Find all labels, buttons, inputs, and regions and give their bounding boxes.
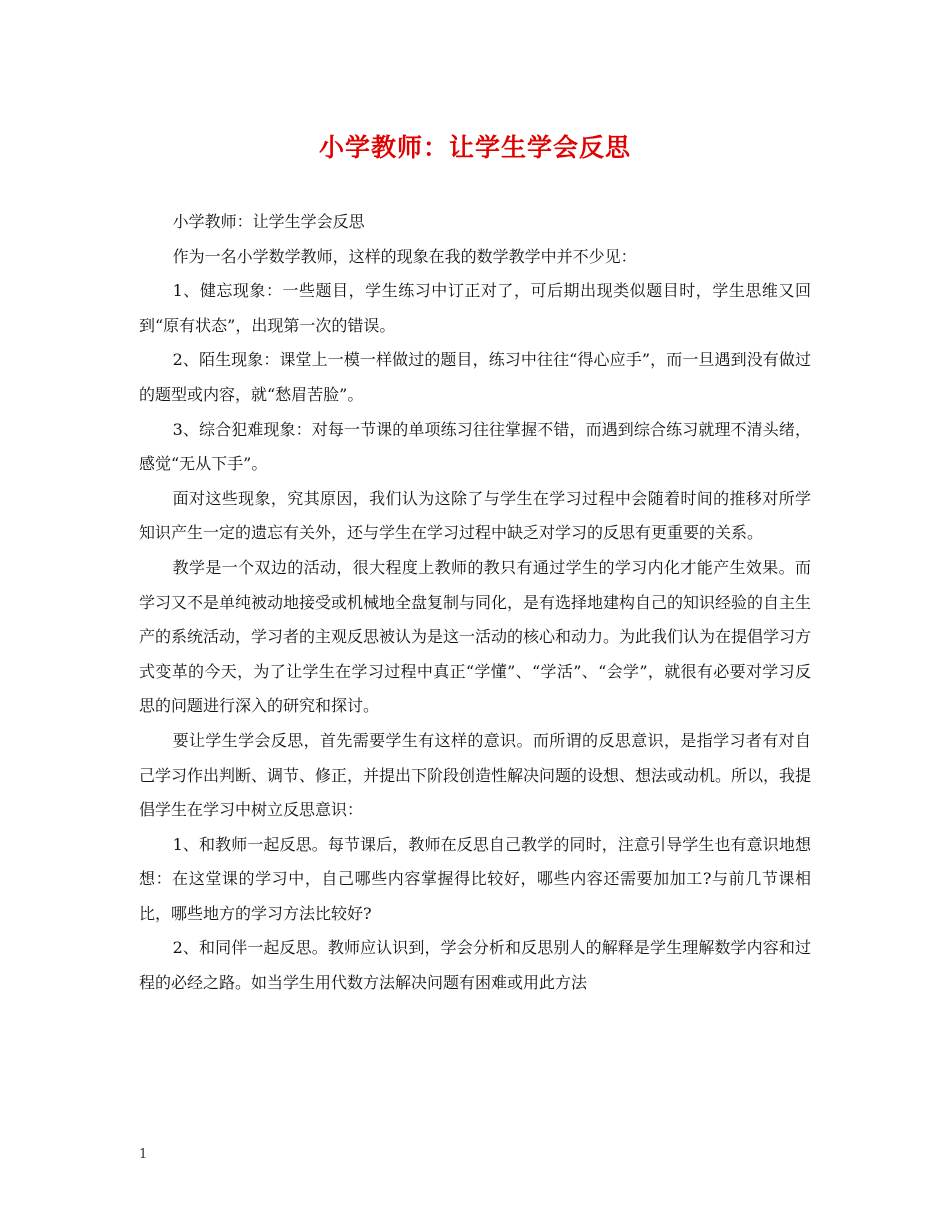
- document-title: 小学教师：让学生学会反思: [318, 133, 631, 162]
- paragraph-unfamiliar: 2、陌生现象：课堂上一模一样做过的题目，练习中往往“得心应手”，而一旦遇到没有做过的题型或内容，就“愁眉苦脸”。: [139, 350, 811, 404]
- paragraph-forgetting: 1、健忘现象：一些题目，学生练习中订正对了，可后期出现类似题目时，学生思维又回到“原有状态”，出现第一次的错误。: [139, 281, 811, 335]
- document-body: [139, 205, 811, 1001]
- paragraph-intro: 作为一名小学数学教师，这样的现象在我的数学教学中并不少见：: [172, 246, 637, 266]
- paragraph-subtitle: 小学教师：让学生学会反思: [172, 212, 365, 231]
- paragraph-awareness: 要让学生学会反思，首先需要学生有这样的意识。而所谓的反思意识，是指学习者有对自己学习作出判断、调节、修正，并提出下阶段创造性解决问题的设想、想法或动机。所以，我提倡学生在学习中树立反思意识：: [139, 730, 812, 820]
- paragraph-causes: 面对这些现象，究其原因，我们认为这除了与学生在学习过程中会随着时间的推移对所学知识产生一定的遗忘有关外，还与学生在学习过程中缺乏对学习的反思有更重要的关系。: [139, 488, 811, 543]
- page-number: 1: [139, 1147, 148, 1162]
- paragraph-teaching: 教学是一个双边的活动，很大程度上教师的教只有通过学生的学习内化才能产生效果。而学习又不是单纯被动地接受或机械地全盘复制与同化，是有选择地建构自己的知识经验的自主生产的系统活动，学习者的主观反思被认为是这一活动的核心和动力。为此我们认为在提倡学习方式变革的今天，为了让学生在学习过程中真正“学懂”、“学活”、“会学”，就很有必要对学习反思的问题进行深入的研究和探讨。: [139, 557, 812, 716]
- paragraph-comprehensive: 3、综合犯难现象：对每一节课的单项练习往往掌握不错，而遇到综合练习就理不清头绪，感觉“无从下手”。: [139, 419, 811, 474]
- paragraph-with-teacher: 1、和教师一起反思。每节课后，教师在反思自己教学的同时，注意引导学生也有意识地想想：在这堂课的学习中，自己哪些内容掌握得比较好，哪些内容还需要加加工?与前几节课相比，哪些地方的学习方法比较好?: [139, 834, 811, 923]
- paragraph-with-peers: 2、和同伴一起反思。教师应认识到，学会分析和反思别人的解释是学生理解数学内容和过程的必经之路。如当学生用代数方法解决问题有困难或用此方法: [139, 938, 811, 993]
